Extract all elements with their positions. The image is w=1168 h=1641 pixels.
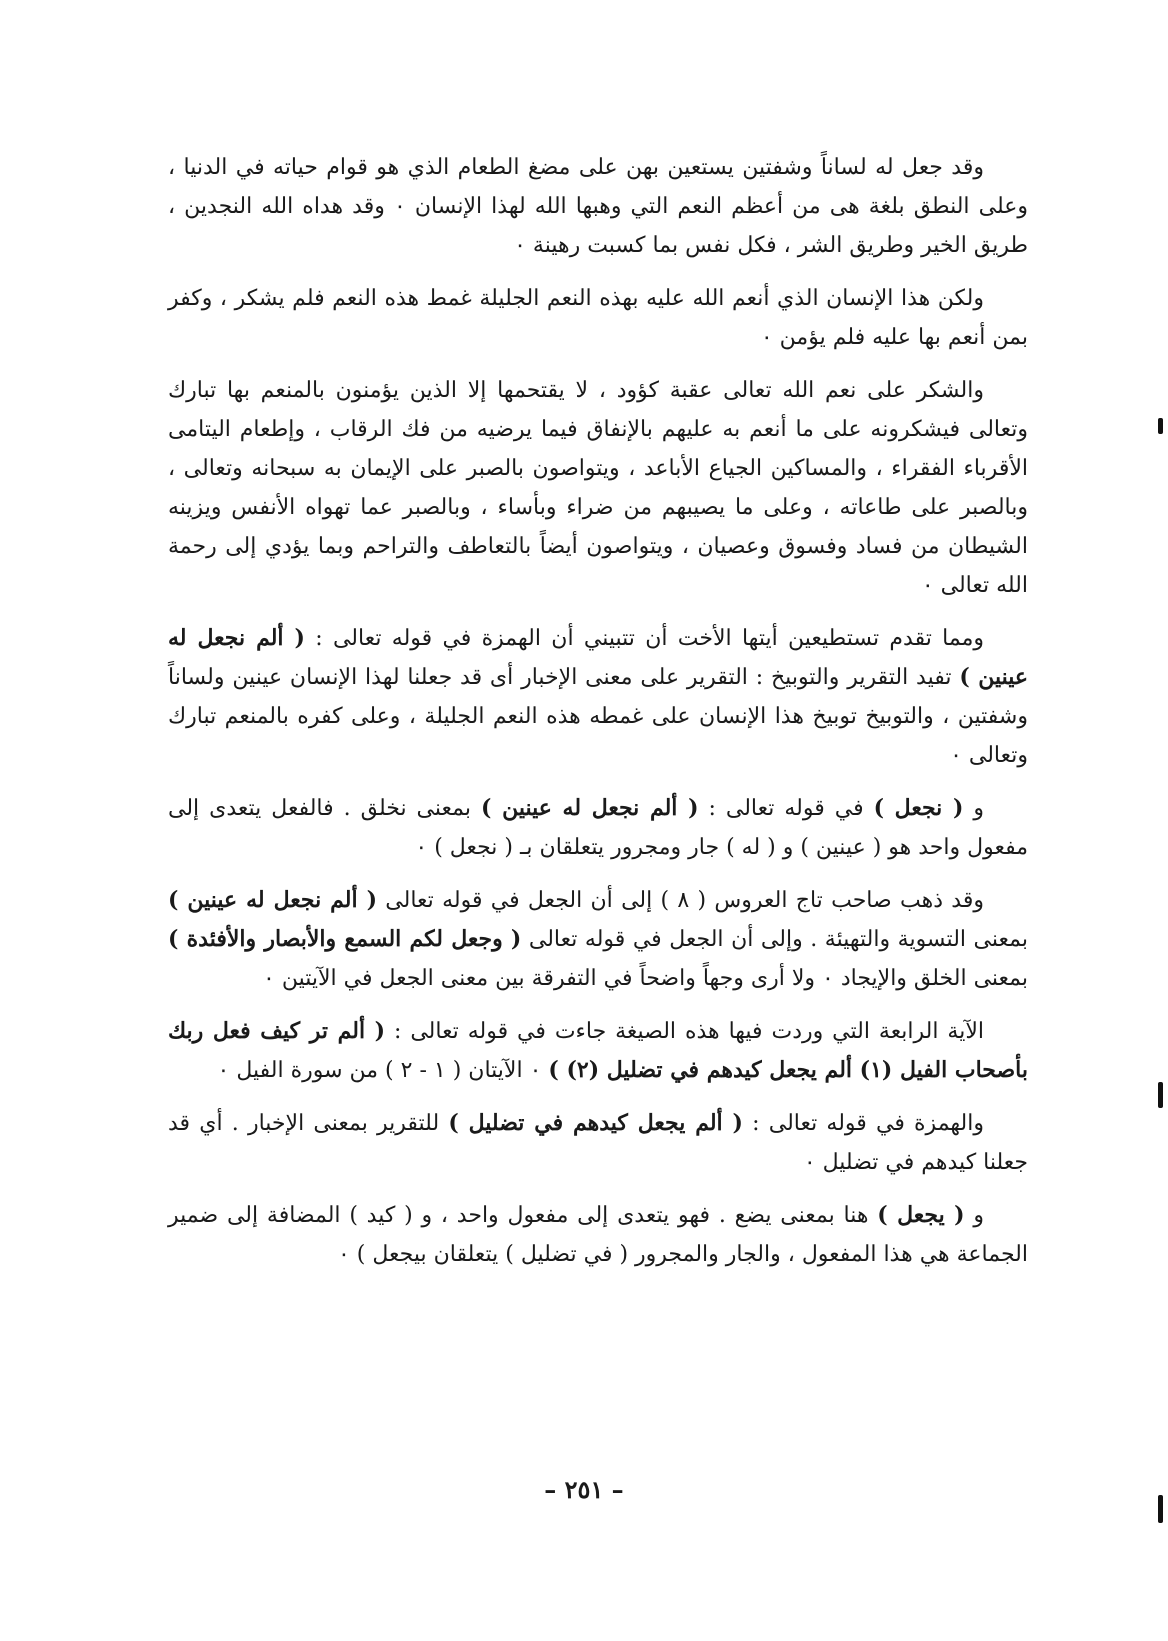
paragraph bbox=[168, 619, 1028, 775]
quran-quote: ( ألم تر كيف فعل ربك بأصحاب الفيل (١) ألم يجعل كيدهم في تضليل (٢) ) bbox=[168, 1018, 1028, 1083]
text-run: ومما تقدم تستطيعين أيتها الأخت أن تتبيني أن الهمزة في قوله تعالى : bbox=[304, 626, 984, 651]
quran-quote: ( ألم نجعل له عينين ) bbox=[168, 625, 1029, 690]
text-run: تفيد التقرير والتوبيخ : التقرير على معنى الإخبار أى قد جعلنا لهذا الإنسان عينين ولساناً وشفتين ، والتوبيخ توبيخ هذا الإنسان على غمطه هذه النعم الجليلة ، وعلى كفره بالمنعم تبارك وتعالى ٠ bbox=[168, 665, 1028, 768]
page-body bbox=[168, 148, 1028, 1288]
paragraph bbox=[168, 1104, 1028, 1182]
paragraph bbox=[168, 279, 1028, 357]
text-run: بمعنى التسوية والتهيئة . وإلى أن الجعل في قوله تعالى bbox=[521, 927, 1028, 952]
text-run: بمعنى نخلق . فالفعل يتعدى إلى مفعول واحد هو ( عينين ) و ( له ) جار ومجرور يتعلقان بـ ( نجعل ) ٠ bbox=[168, 796, 1028, 860]
text-run: وقد جعل له لساناً وشفتين يستعين بهن على مضغ الطعام الذي هو قوام حياته في الدنيا ، وعلى النطق بلغة هى من أعظم النعم التي وهبها الله لهذا الإنسان ٠ وقد هداه الله النجدين ، طريق الخير وطريق الشر ، فكل نفس بما كسبت رهينة ٠ bbox=[168, 155, 1028, 258]
paragraph bbox=[168, 789, 1028, 867]
paragraph bbox=[168, 1196, 1028, 1274]
scan-edge-mark bbox=[1158, 418, 1163, 434]
text-run: وقد ذهب صاحب تاج العروس ( ٨ ) إلى أن الجعل في قوله تعالى bbox=[377, 888, 984, 913]
quran-quote: ( ألم يجعل كيدهم في تضليل ) bbox=[448, 1110, 743, 1136]
paragraph bbox=[168, 1012, 1028, 1090]
text-run: هنا بمعنى يضع . فهو يتعدى إلى مفعول واحد ، و ( كيد ) المضافة إلى ضمير الجماعة هي هذا المفعول ، والجار والمجرور ( في تضليل ) يتعلقان بيجعل ) ٠ bbox=[168, 1203, 1028, 1267]
quran-quote: ( وجعل لكم السمع والأبصار والأفئدة ) bbox=[168, 926, 522, 952]
page-number: – ٢٥١ – bbox=[544, 1475, 624, 1504]
scan-edge-mark bbox=[1158, 1495, 1163, 1523]
text-run: في قوله تعالى : bbox=[698, 796, 874, 821]
paragraph bbox=[168, 881, 1028, 998]
text-run: و bbox=[964, 1203, 984, 1228]
text-run: ولكن هذا الإنسان الذي أنعم الله عليه بهذه النعم الجليلة غمط هذه النعم فلم يشكر ، وكفر بمن أنعم بها عليه فلم يؤمن ٠ bbox=[168, 286, 1028, 350]
quran-quote: ( ألم نجعل له عينين ) bbox=[481, 795, 699, 821]
quran-quote: ( ألم نجعل له عينين ) bbox=[168, 887, 377, 913]
text-run: والشكر على نعم الله تعالى عقبة كؤود ، لا يقتحمها إلا الذين يؤمنون بالمنعم بها تبارك وتعالى فيشكرونه على ما أنعم به عليهم بالإنفاق فيما يرضيه من فك الرقاب ، وإطعام اليتامى الأقرباء الفقراء ، والمساكين الجياع الأباعد ، ويتواصون بالصبر على الإيمان به سبحانه وتعالى ، وبالصبر على طاعاته ، وعلى ما يصيبهم من ضراء وبأساء ، وبالصبر عما تهواه الأنفس ويزينه الشيطان من فساد وفسوق وعصيان ، ويتواصون أيضاً بالتعاطف والتراحم وبما يؤدي إلى رحمة الله تعالى ٠ bbox=[168, 378, 1028, 598]
text-run: والهمزة في قوله تعالى : bbox=[742, 1111, 984, 1136]
text-run: ٠ الآيتان ( ١ - ٢ ) من سورة الفيل ٠ bbox=[217, 1058, 549, 1083]
paragraph bbox=[168, 371, 1028, 605]
quran-quote: ( يجعل ) bbox=[877, 1202, 965, 1228]
paragraph bbox=[168, 148, 1028, 265]
scan-edge-mark bbox=[1158, 1082, 1163, 1108]
text-run: الآية الرابعة التي وردت فيها هذه الصيغة جاءت في قوله تعالى : bbox=[385, 1019, 984, 1044]
text-run: بمعنى الخلق والإيجاد ٠ ولا أرى وجهاً واضحاً في التفرقة بين معنى الجعل في الآيتين ٠ bbox=[263, 966, 1028, 991]
text-run: للتقرير بمعنى الإخبار . أي قد جعلنا كيدهم في تضليل ٠ bbox=[168, 1111, 1028, 1175]
text-run: و bbox=[963, 796, 984, 821]
quran-quote: ( نجعل ) bbox=[873, 795, 964, 821]
